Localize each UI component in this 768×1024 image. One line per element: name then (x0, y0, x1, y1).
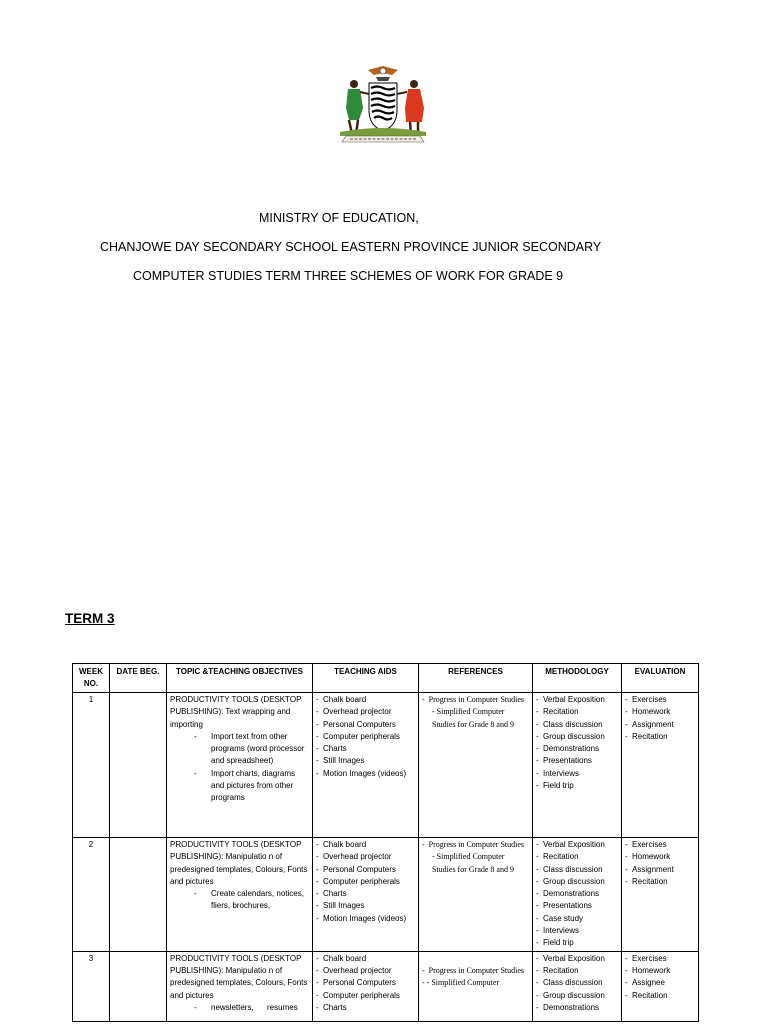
list-item: - Homework (625, 706, 695, 718)
list-item: - Create calendars, notices, fliers, brochures, (194, 888, 309, 913)
list-item: - Overhead projector (316, 965, 415, 977)
header-aids: TEACHING AIDS (313, 664, 419, 693)
header-eval: EVALUATION (622, 664, 699, 693)
methodology-cell (533, 838, 622, 952)
list-item: - Chalk board (316, 839, 415, 851)
methodology-cell (533, 951, 622, 1021)
table-row (73, 838, 699, 952)
list-item: - Exercises (625, 694, 695, 706)
list-item: - Assignee (625, 977, 695, 989)
list-item: - Chalk board (316, 694, 415, 706)
list-item: - Group discussion (536, 876, 618, 888)
header-refs: REFERENCES (419, 664, 533, 693)
list-item: - Recitation (625, 731, 695, 743)
coat-of-arms-logo (332, 64, 434, 144)
header-method: METHODOLOGY (533, 664, 622, 693)
list-item: - Verbal Exposition (536, 953, 618, 965)
list-item: - Recitation (536, 965, 618, 977)
list-item: - Computer peripherals (316, 990, 415, 1002)
aids-cell (313, 951, 419, 1021)
week-cell: 2 (73, 838, 110, 952)
list-item: - newsletters, resumes (194, 1002, 309, 1014)
header-date: DATE BEG. (110, 664, 167, 693)
table-row (73, 693, 699, 838)
school-heading: CHANJOWE DAY SECONDARY SCHOOL EASTERN PROVINCE JUNIOR SECONDARY (100, 240, 602, 254)
week-cell: 3 (73, 951, 110, 1021)
list-item: - Motion Images (videos) (316, 913, 415, 925)
evaluation-cell (622, 693, 699, 838)
list-item: - Personal Computers (316, 977, 415, 989)
header-topic: TOPIC &TEACHING OBJECTIVES (167, 664, 313, 693)
reference-item: Simplified Computer Studies for Grade 8 and 9 (432, 852, 514, 874)
list-item: - Group discussion (536, 990, 618, 1002)
list-item: - Field trip (536, 780, 618, 792)
list-item: - Verbal Exposition (536, 839, 618, 851)
list-item: - Case study (536, 913, 618, 925)
list-item: - Recitation (625, 990, 695, 1002)
list-item: - Charts (316, 1002, 415, 1014)
list-item: - Class discussion (536, 719, 618, 731)
list-item: - Personal Computers (316, 864, 415, 876)
list-item: - Import charts, diagrams and pictures from other programs (194, 768, 309, 805)
references-cell: - Progress in Computer Studies - Simplified Computer Studies for Grade 8 and 9 (419, 693, 533, 838)
evaluation-cell (622, 838, 699, 952)
list-item: - Presentations (536, 755, 618, 767)
term-label: TERM 3 (65, 611, 115, 626)
list-item: - Verbal Exposition (536, 694, 618, 706)
references-cell: - Progress in Computer Studies - - Simplified Computer (419, 951, 533, 1021)
date-cell (110, 838, 167, 952)
reference-item: - Simplified Computer (426, 977, 500, 987)
list-item: - Exercises (625, 839, 695, 851)
objectives-list (170, 1002, 309, 1014)
reference-item: Simplified Computer Studies for Grade 8 and 9 (432, 707, 514, 729)
aids-cell (313, 838, 419, 952)
aids-cell (313, 693, 419, 838)
list-item: - Computer peripherals (316, 876, 415, 888)
list-item: - Charts (316, 743, 415, 755)
list-item: - Field trip (536, 937, 618, 949)
list-item: - Presentations (536, 900, 618, 912)
list-item: - Homework (625, 965, 695, 977)
list-item: - Still Images (316, 900, 415, 912)
list-item: - Assignment (625, 864, 695, 876)
methodology-cell (533, 693, 622, 838)
objectives-list (170, 888, 309, 913)
list-item: - Overhead projector (316, 706, 415, 718)
list-item: - Motion Images (videos) (316, 768, 415, 780)
list-item: - Class discussion (536, 864, 618, 876)
topic-text: PRODUCTIVITY TOOLS (DESKTOP PUBLISHING): Manipulatio n of predesigned templates, Colours, Fonts and pictures (170, 840, 308, 886)
subject-heading: COMPUTER STUDIES TERM THREE SCHEMES OF WORK FOR GRADE 9 (133, 269, 564, 283)
list-item: - Exercises (625, 953, 695, 965)
list-item: - Still Images (316, 755, 415, 767)
table-header-row (73, 664, 699, 693)
date-cell (110, 951, 167, 1021)
reference-item: Progress in Computer Studies (428, 840, 525, 849)
ministry-heading: MINISTRY OF EDUCATION, (259, 211, 419, 225)
topic-text: PRODUCTIVITY TOOLS (DESKTOP PUBLISHING): Manipulatio n of predesigned templates, Colours, Fonts and pictures (170, 953, 308, 1000)
list-item: - Charts (316, 888, 415, 900)
list-item: - Recitation (536, 706, 618, 718)
list-item: - Demonstrations (536, 743, 618, 755)
evaluation-cell (622, 951, 699, 1021)
list-item: - Recitation (625, 876, 695, 888)
objectives-list (170, 731, 309, 805)
list-item: - Assignment (625, 719, 695, 731)
list-item: - Demonstrations (536, 1002, 618, 1014)
list-item: - Chalk board (316, 953, 415, 965)
topic-cell (167, 693, 313, 838)
list-item: - Group discussion (536, 731, 618, 743)
list-item: - Computer peripherals (316, 731, 415, 743)
topic-cell (167, 838, 313, 952)
list-item: - Interviews (536, 925, 618, 937)
reference-item: Progress in Computer Studies (428, 695, 525, 704)
topic-text: PRODUCTIVITY TOOLS (DESKTOP PUBLISHING): Text wrapping and importing (170, 695, 302, 729)
list-item: - Class discussion (536, 977, 618, 989)
scheme-of-work-table (72, 663, 699, 1022)
list-item: - Recitation (536, 851, 618, 863)
list-item: - Overhead projector (316, 851, 415, 863)
table-row (73, 951, 699, 1021)
header-week: WEEK NO. (73, 664, 110, 693)
list-item: - Demonstrations (536, 888, 618, 900)
week-cell: 1 (73, 693, 110, 838)
reference-item: Progress in Computer Studies (428, 965, 525, 975)
list-item: - Interviews (536, 768, 618, 780)
list-item: - Personal Computers (316, 719, 415, 731)
list-item: - Homework (625, 851, 695, 863)
topic-cell (167, 951, 313, 1021)
references-cell: - Progress in Computer Studies - Simplified Computer Studies for Grade 8 and 9 (419, 838, 533, 952)
list-item: - Import text from other programs (word processor and spreadsheet) (194, 731, 309, 768)
date-cell (110, 693, 167, 838)
